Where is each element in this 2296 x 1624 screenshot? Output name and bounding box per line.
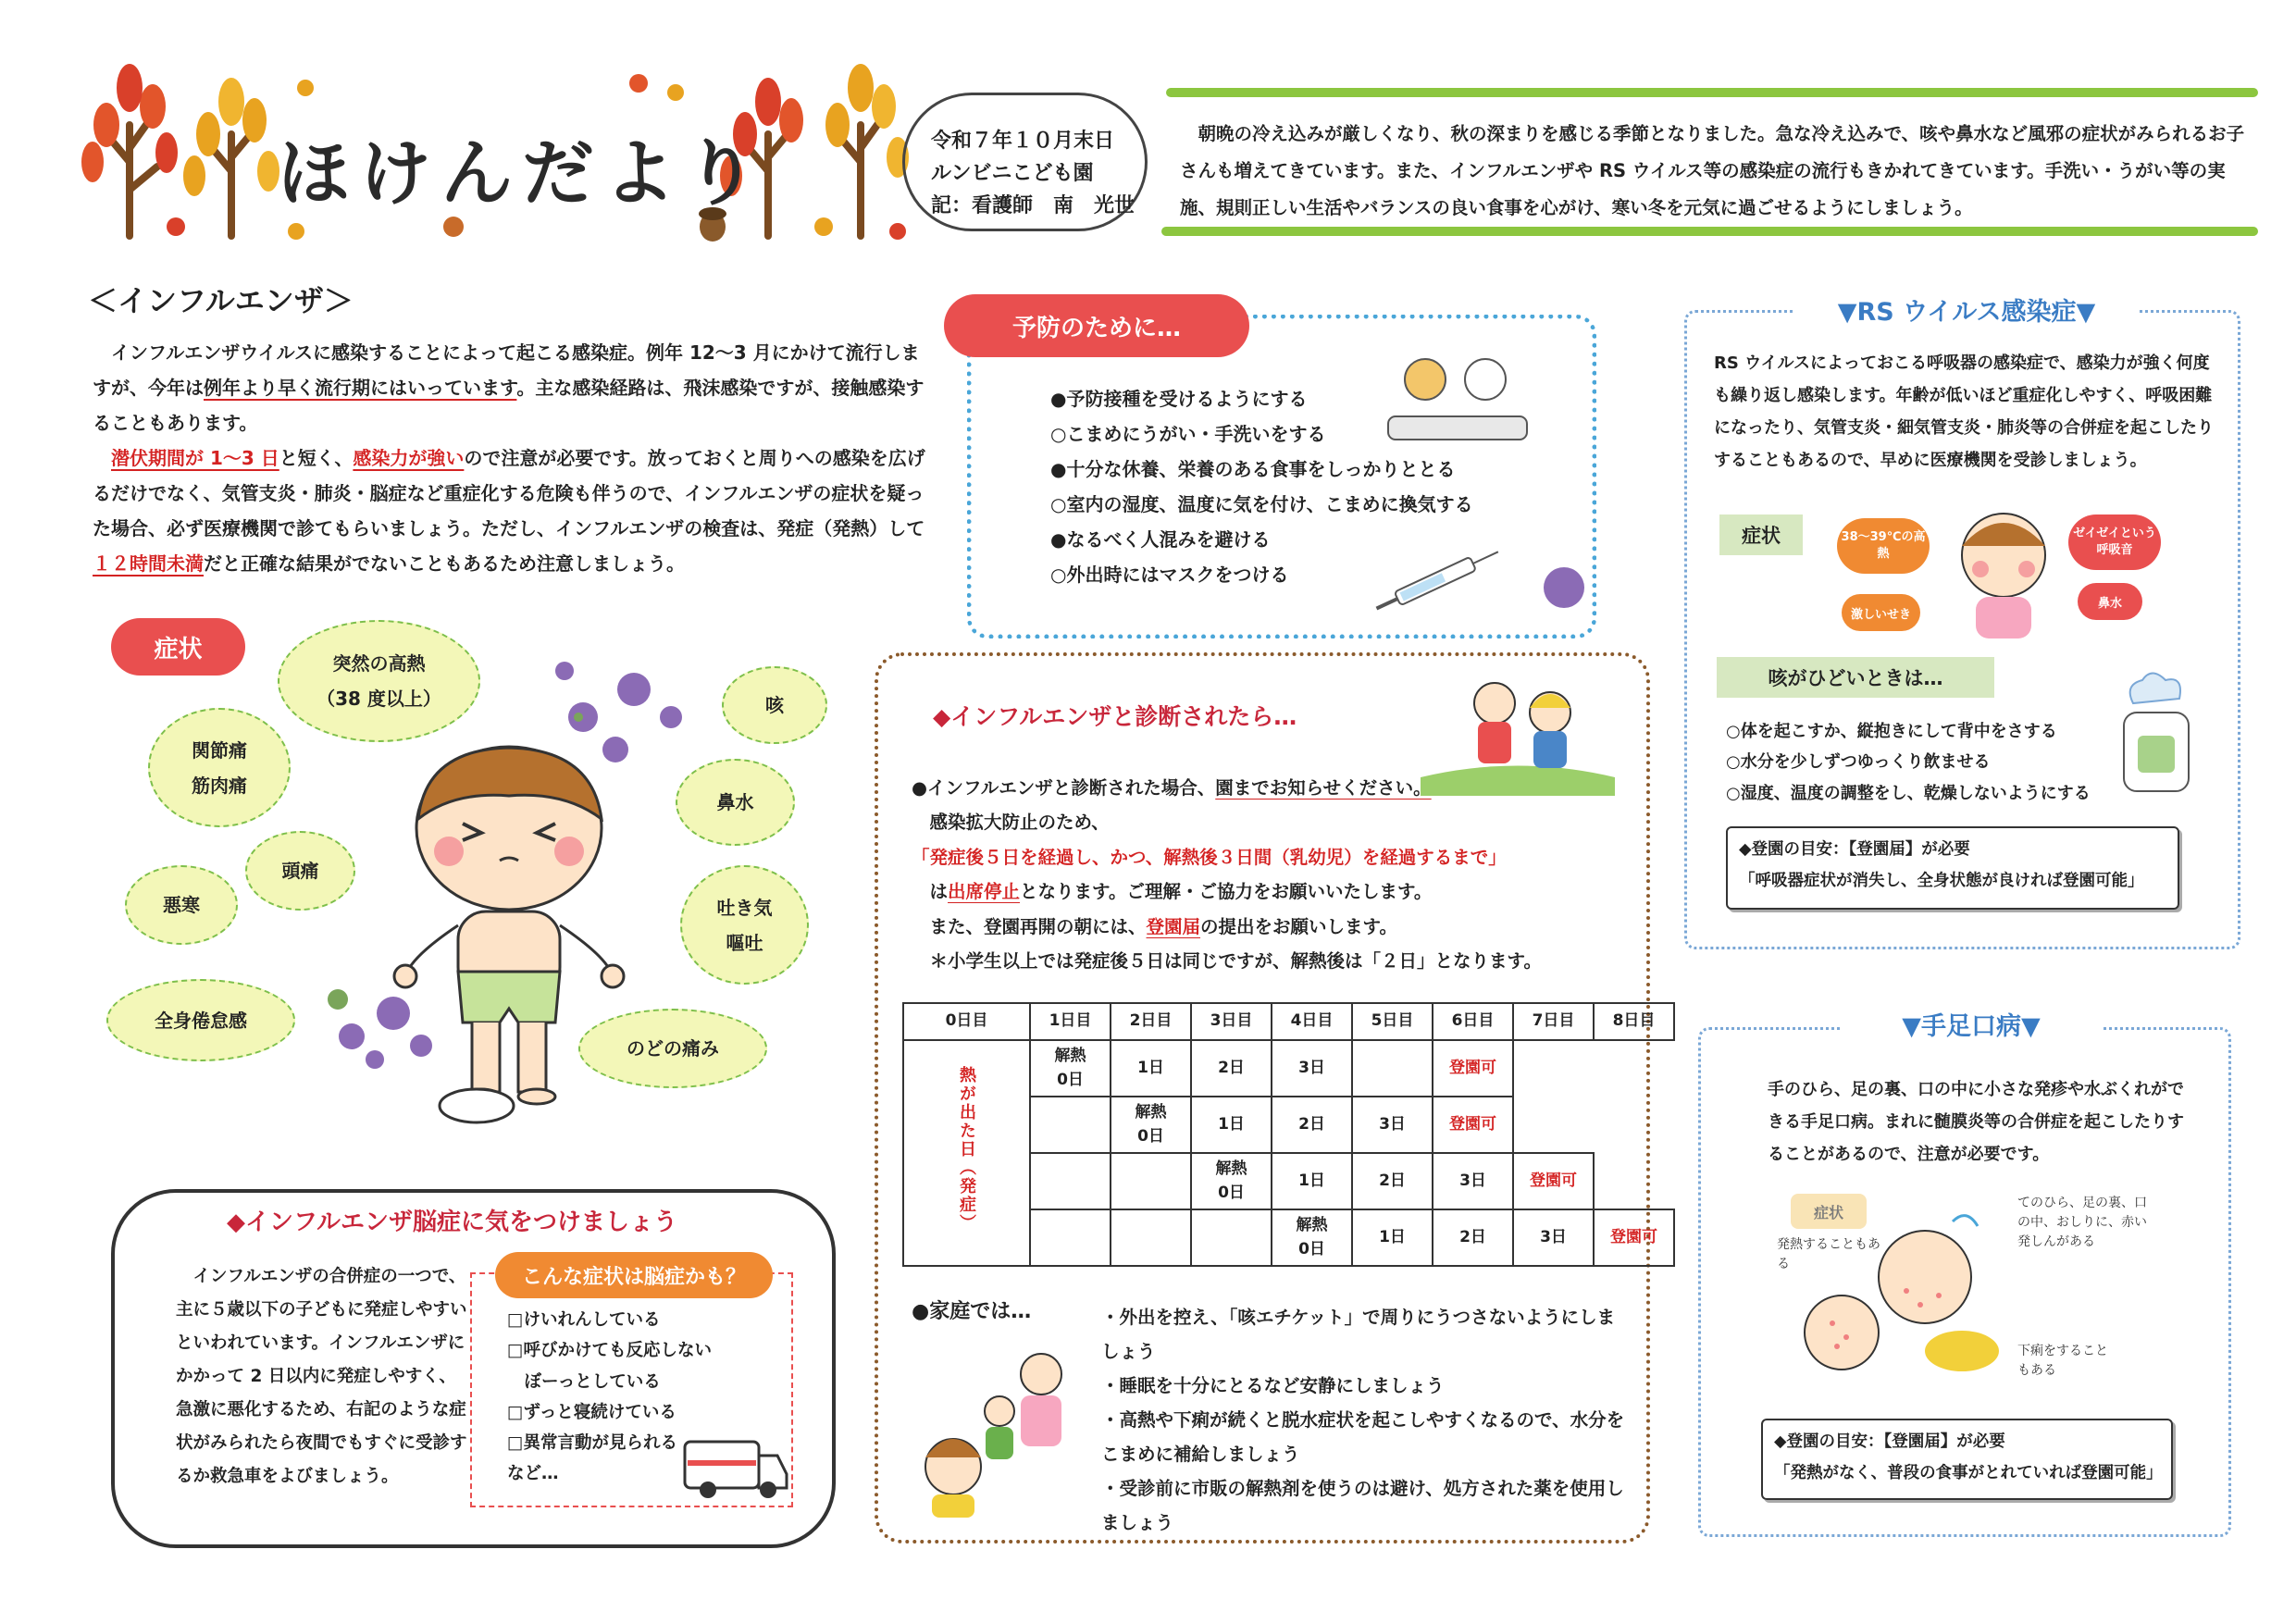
rs-attendance-notice — [1726, 826, 2179, 910]
encephalopathy-checklist-title: こんな症状は脳症かも？ — [495, 1252, 773, 1298]
column-header: 7日目 — [1513, 1003, 1594, 1040]
symptom-high-fever: 突然の高熱 （38 度以上） — [278, 620, 480, 742]
school-name: ルンビニこども園 — [931, 162, 1094, 186]
virus-icon — [319, 972, 449, 1073]
notice-body: 「呼吸器症状が消失し、全身状態が良ければ登園可能」 — [1739, 872, 2144, 891]
column-header: 1日目 — [1030, 1003, 1111, 1040]
diagnosis-line: また、登園再開の朝には、登園届の提出をお願いします。 — [912, 915, 1397, 937]
diagnosis-line: ＊小学生以上では発症後５日は同じですが、解熱後は「２日」となります。 — [912, 950, 1542, 973]
table-cell: 解熱 0日 — [1191, 1153, 1272, 1209]
intro-top-rule — [1166, 88, 2258, 97]
table-cell — [1352, 1040, 1433, 1097]
column-header: 4日目 — [1272, 1003, 1352, 1040]
home-care-item: ・高熱や下痢が続くと脱水症状を起こしやすくなるので、水分をこまめに補給しましょう — [1101, 1409, 1625, 1466]
table-cell: 登園可 — [1594, 1209, 1674, 1266]
home-care-list — [1101, 1300, 1629, 1540]
table-cell: 1日 — [1191, 1097, 1272, 1153]
table-cell: 解熱 0日 — [1272, 1209, 1352, 1266]
table-cell: 2日 — [1352, 1153, 1433, 1209]
home-care-item: ・受診前に市販の解熱剤を使うのは避け、処方された薬を使用しましょう — [1101, 1478, 1624, 1534]
hfm-attendance-notice — [1761, 1419, 2173, 1500]
table-cell — [1111, 1209, 1191, 1266]
table-cell: 3日 — [1272, 1040, 1352, 1097]
rs-virus-body: RS ウイルスによっておこる呼吸器の感染症で、感染力が強く何度も繰り返し感染します。年齢が低いほど重症化しやすく、呼吸困難になったり、気管支炎・細気管支炎・肺炎等の合併症を起こしたりすることもあるので、早めに医療機関を受診しましょう。 — [1714, 353, 2214, 471]
coughing-baby-illustration — [1943, 504, 2064, 643]
rs-virus-title: ▼RS ウイルス感染症▼ — [1795, 291, 2138, 328]
symptom-chills: 悪寒 — [125, 865, 238, 945]
home-care-title: ●家庭では… — [912, 1300, 1032, 1323]
rs-cough-care-list — [1726, 716, 2091, 809]
column-header: 3日目 — [1191, 1003, 1272, 1040]
family-care-illustration — [912, 1342, 1087, 1518]
table-cell — [1594, 1040, 1674, 1097]
rs-tag-fever: 38～39℃の高熱 — [1837, 518, 1930, 574]
attendance-rule: 「発症後５日を経過し、かつ、解熱後３日間（乳幼児）を経過するまで」 — [912, 846, 1507, 868]
ambulance-icon — [680, 1432, 791, 1502]
return-form-term: 登園届 — [1146, 915, 1201, 937]
intro-bottom-rule — [1161, 227, 2258, 236]
prevention-item: ●十分な休養、栄養のある食事をしっかりととる — [1050, 458, 1456, 480]
rs-symptoms-label: 症状 — [1719, 514, 1803, 555]
notice-title: ◆登園の目安：【登園届】が必要 — [1739, 840, 1970, 859]
humidifier-icon — [2105, 666, 2207, 796]
thought-bubble-icon — [435, 1083, 518, 1129]
diagnosis-line: 感染拡大防止のため、 — [912, 812, 1110, 834]
influenza-paragraph-2: 潜伏期間が 1～3 日と短く、感染力が強いので注意が必要です。放っておくと周りへの感染を広げるだけでなく、気管支炎・肺炎・脳症など重症化する危険も伴うので、インフルエンザの症状を疑った場合、必ず医療機関で診てもらいましょう。ただし、インフルエンザの検査は、発症（発熱）して１２時間未満だと正確な結果がでないこともあるため注意しましょう。 — [93, 447, 925, 575]
diagnosis-line: は出席停止となります。ご理解・ご協力をお願いいたします。 — [912, 881, 1433, 903]
column-header: 0日目 — [903, 1003, 1030, 1040]
rs-tag-nose: 鼻水 — [2078, 583, 2142, 620]
table-row — [903, 1040, 1674, 1097]
table-cell: 解熱 0日 — [1030, 1040, 1111, 1097]
table-cell: 2日 — [1191, 1040, 1272, 1097]
table-cell: 登園可 — [1513, 1153, 1594, 1209]
rs-cough-care-title: 咳がひどいときは… — [1717, 657, 1994, 698]
check-item: □けいれんしている — [507, 1310, 661, 1330]
symptom-cough: 咳 — [722, 666, 827, 744]
influenza-heading: ＜インフルエンザ＞ — [88, 283, 354, 318]
cough-care-item: ○体を起こすか、縦抱きにして背中をさする — [1726, 722, 2057, 741]
symptom-runny-nose: 鼻水 — [676, 759, 795, 846]
prevention-title: 予防のために… — [944, 294, 1249, 357]
incubation-period: 潜伏期間が 1～3 日 — [111, 447, 279, 469]
table-cell — [1513, 1097, 1594, 1153]
symptom-headache: 頭痛 — [245, 831, 355, 911]
table-cell — [1030, 1097, 1111, 1153]
cough-care-item: ○湿度、温度の調整をし、乾燥しないようにする — [1726, 783, 2091, 803]
hfm-symptoms-label: 症状 — [1791, 1194, 1867, 1229]
home-care-item: ・睡眠を十分にとるなど安静にしましょう — [1101, 1375, 1445, 1397]
high-contagion: 感染力が強い — [353, 447, 465, 469]
symptom-joint-muscle: 関節痛 筋肉痛 — [148, 708, 291, 827]
table-cell: 1日 — [1111, 1040, 1191, 1097]
column-header: 5日目 — [1352, 1003, 1433, 1040]
check-item: ぼーっとしている — [507, 1371, 661, 1392]
diagnosis-body — [912, 771, 1633, 979]
cough-care-item: ○水分を少しずつゆっくり飲ませる — [1726, 752, 1991, 773]
author: 記：看護師 南 光世 — [931, 194, 1136, 218]
symptom-nausea-vomiting: 吐き気 嘔吐 — [680, 865, 809, 985]
encephalopathy-body: インフルエンザの合併症の一つで、主に５歳以下の子どもに発症しやすいといわれています。インフルエンザにかかって 2 日以内に発症しやすく、急激に悪化するため、右記のような症状がみられたら夜間でもすぐに受診するか救急車をよびましょう。 — [176, 1267, 467, 1487]
diagnosis-line: ●インフルエンザと診断された場合、園までお知らせください。 — [912, 777, 1432, 799]
table-cell — [1594, 1153, 1674, 1209]
prevention-item: ○室内の湿度、温度に気を付け、こまめに換気する — [1050, 493, 1473, 515]
symptoms-label: 症状 — [111, 618, 245, 676]
hfm-note-diarrhea: 下痢をすることもある — [2017, 1344, 2108, 1378]
table-cell — [1030, 1153, 1111, 1209]
intro-text: 朝晩の冷え込みが厳しくなり、秋の深まりを感じる季節となりました。急な冷え込みで、咳や鼻水など風邪の症状がみられるお子さんも増えてきています。また、インフルエンザや RS ウイルス等の感染症の流行もきかれてきています。手洗い・うがい等の実施、規則正しい生活やバランスの良い食事を心がけ、寒い冬を元気に過ごせるようにしましょう。 — [1180, 123, 2245, 218]
fever-onset-label: 熱が出た日（発症） — [957, 1065, 976, 1233]
handwashing-illustration — [1384, 347, 1532, 449]
check-item: など… — [507, 1464, 559, 1484]
hfm-note-fever: 発熱することもある — [1777, 1237, 1880, 1271]
page-title: ほけんだより — [278, 132, 767, 216]
prevention-item: ●予防接種を受けるようにする — [1050, 388, 1308, 410]
column-header: 6日目 — [1433, 1003, 1513, 1040]
table-cell: 1日 — [1272, 1153, 1352, 1209]
baby-rash-illustration — [1781, 1203, 2022, 1388]
table-cell — [1594, 1097, 1674, 1153]
home-care-item: ・外出を控え、「咳エチケット」で周りにうつさないようにしましょう — [1101, 1307, 1616, 1363]
issue-info — [902, 93, 1148, 231]
hfm-note-rash: てのひら、足の裏、口の中、おしりに、赤い発しんがある — [2017, 1196, 2147, 1249]
issue-date: 令和７年１０月末日 — [931, 130, 1115, 153]
table-cell: 3日 — [1352, 1097, 1433, 1153]
table-cell: 解熱 0日 — [1111, 1097, 1191, 1153]
influenza-body — [93, 335, 925, 581]
notice-body: 「発熱がなく、普段の食事がとれていれば登園可能」 — [1774, 1464, 2163, 1483]
check-item: □ずっと寝続けている — [507, 1402, 676, 1422]
notify-school: 園までお知らせください。 — [1215, 777, 1432, 799]
attendance-schedule-table — [902, 1002, 1675, 1267]
table-cell: 2日 — [1272, 1097, 1352, 1153]
notice-title: ◆登園の目安：【登園届】が必要 — [1774, 1432, 2005, 1451]
influenza-paragraph-1: インフルエンザウイルスに感染することによって起こる感染症。例年 12～3 月にかけて流行しますが、今年は例年より早く流行期にはいっています。主な感染経路は、飛沫感染ですが、接触感染することもあります。 — [93, 341, 925, 434]
prevention-item: ●なるべく人混みを避ける — [1050, 528, 1271, 551]
table-header-row — [903, 1003, 1674, 1040]
column-header: 2日目 — [1111, 1003, 1191, 1040]
rs-tag-wheeze: ゼイゼイという呼吸音 — [2068, 514, 2161, 570]
check-item: □異常言動が見られる — [507, 1433, 677, 1454]
early-season-note: 例年より早く流行期にはいっています — [204, 377, 517, 399]
fever-onset-cell — [903, 1040, 1030, 1266]
prevention-item: ○こまめにうがい・手洗いをする — [1050, 423, 1326, 445]
syringe-icon — [1365, 546, 1513, 611]
twelve-hours: １２時間未満 — [93, 552, 204, 575]
rs-tag-cough: 激しいせき — [1842, 594, 1920, 631]
table-cell — [1191, 1209, 1272, 1266]
prevention-item: ○外出時にはマスクをつける — [1050, 564, 1289, 586]
table-cell: 1日 — [1352, 1209, 1433, 1266]
column-header: 8日目 — [1594, 1003, 1674, 1040]
encephalopathy-title: ◆インフルエンザ脳症に気をつけましょう — [227, 1209, 677, 1236]
symptom-fatigue: 全身倦怠感 — [106, 979, 295, 1061]
check-item: □呼びかけても反応しない — [507, 1341, 712, 1361]
table-cell: 3日 — [1433, 1153, 1513, 1209]
hfm-body: 手のひら、足の裏、口の中に小さな発疹や水ぶくれができる手足口病。まれに髄膜炎等の合併症を起こしたりすることがあるので、注意が必要です。 — [1768, 1080, 2184, 1165]
diagnosis-title: ◆インフルエンザと診断されたら… — [925, 699, 1304, 732]
table-cell: 2日 — [1433, 1209, 1513, 1266]
symptom-sore-throat: のどの痛み — [578, 1009, 767, 1088]
virus-icon — [1532, 555, 1596, 620]
table-cell: 登園可 — [1433, 1040, 1513, 1097]
virus-icon — [546, 652, 694, 773]
table-cell: 3日 — [1513, 1209, 1594, 1266]
table-cell — [1030, 1209, 1111, 1266]
hfm-title: ▼手足口病▼ — [1842, 1006, 2101, 1042]
table-cell — [1111, 1153, 1191, 1209]
suspension-term: 出席停止 — [948, 881, 1021, 903]
table-cell: 登園可 — [1433, 1097, 1513, 1153]
table-cell — [1513, 1040, 1594, 1097]
